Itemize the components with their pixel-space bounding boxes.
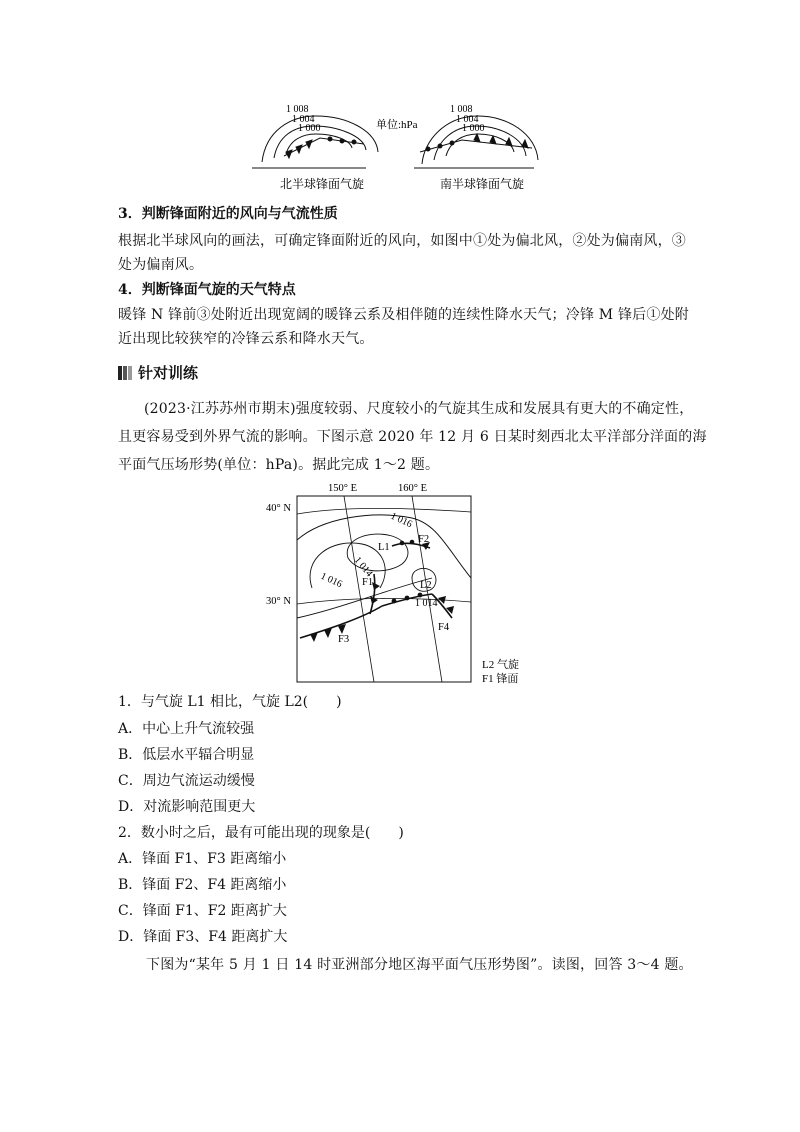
q1-option-b[interactable]: B．低层水平辐合明显 [118,747,255,763]
section-bar-icon [118,366,132,380]
front-label-f4: F4 [438,622,450,633]
q2-stem: 2．数小时之后，最有可能出现的现象是( ) [118,825,404,841]
right-isobar-1004: 1 004 [456,114,479,125]
section4-line-2: 近出现比较狭窄的冷锋云系和降水天气。 [118,331,374,347]
practice-section-header [118,362,198,383]
lon-label-150: 150° E [328,483,357,494]
frontal-cyclone-figure [246,100,566,192]
left-caption: 北半球锋面气旋 [280,177,365,191]
lat-label-40: 40° N [266,503,291,514]
front-label-f2: F2 [418,534,430,545]
pressure-map [262,478,562,688]
section4-heading: 4．判断锋面气旋的天气特点 [118,282,296,298]
q1-option-a[interactable]: A．中心上升气流较强 [118,721,255,737]
outro-text: 下图为“某年 5 月 1 日 14 时亚洲部分地区海平面气压形势图”。读图，回答 3～4 题。 [146,957,693,973]
map-frame [297,496,471,682]
legend-f1: F1 锋面 [482,673,519,685]
left-isobar-1004: 1 004 [292,114,315,125]
legend-l2: L2 气旋 [482,659,519,671]
cyclone-label-l2: L2 [420,580,432,591]
left-isobar-1008: 1 008 [286,104,309,115]
front-label-f3: F3 [338,634,350,645]
lat-label-30: 30° N [266,596,291,607]
isobar-label-3: 1 016 [318,570,344,591]
q1-option-d[interactable]: D．对流影响范围更大 [118,799,256,815]
parallel-40 [297,508,471,514]
isobars [297,515,471,618]
q1-stem: 1．与气旋 L1 相比，气旋 L2( ) [118,694,342,710]
isobar-label-1: 1 016 [388,510,414,531]
q2-option-c[interactable]: C．锋面 F1、F2 距离扩大 [118,903,287,919]
isobar-label-2: 1 014 [351,554,375,580]
unit-label: 单位:hPa [376,119,418,131]
right-isobar-1000: 1 000 [462,123,485,134]
q2-option-d[interactable]: D．锋面 F3、F4 距离扩大 [118,929,288,945]
intro-line-3: 平面气压场形势(单位：hPa)。据此完成 1～2 题。 [118,457,440,473]
isobar-label-4: 1 014 [415,598,438,609]
q2-option-a[interactable]: A．锋面 F1、F3 距离缩小 [118,851,287,867]
section3-line-2: 处为偏南风。 [118,257,204,273]
front-label-f1: F1 [362,577,374,588]
right-caption: 南半球锋面气旋 [440,177,525,191]
lon-label-160: 160° E [398,483,427,494]
q1-option-c[interactable]: C．周边气流运动缓慢 [118,773,255,789]
section3-line-1: 根据北半球风向的画法，可确定锋面附近的风向，如图中①处为偏北风，②处为偏南风，③ [118,233,686,249]
right-isobar-1008: 1 008 [450,104,473,115]
q2-option-b[interactable]: B．锋面 F2、F4 距离缩小 [118,877,287,893]
section3-heading: 3．判断锋面附近的风向与气流性质 [118,206,338,222]
practice-title: 针对训练 [138,364,199,382]
intro-line-1: (2023·江苏苏州市期末)强度较弱、尺度较小的气旋其生成和发展具有更大的不确定性， [144,401,694,417]
intro-line-2: 且更容易受到外界气流的影响。下图示意 2020 年 12 月 6 日某时刻西北太平洋部分洋面的海 [118,429,707,445]
left-isobar-1000: 1 000 [298,123,321,134]
cyclone-label-l1: L1 [378,542,390,553]
section4-line-1: 暖锋 N 锋前③处附近出现宽阔的暖锋云系及相伴随的连续性降水天气；冷锋 M 锋后①处附 [118,307,689,323]
meridian-150 [344,496,374,682]
